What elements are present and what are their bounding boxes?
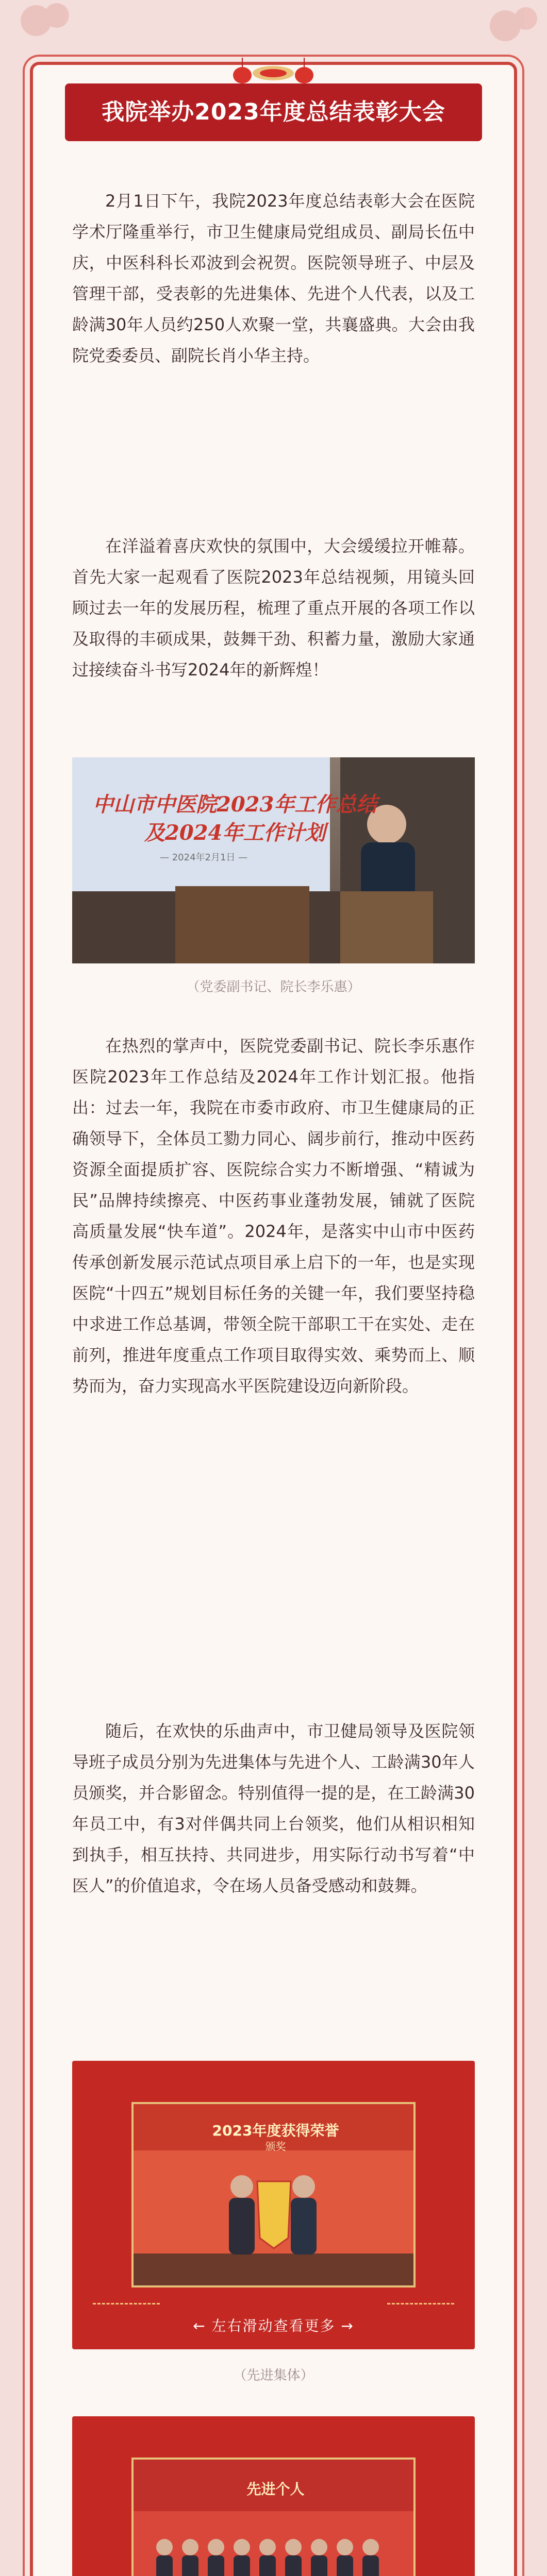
banner-text: 2023年度获得荣誉 <box>212 2122 339 2139</box>
banner-text: 先进个人 <box>246 2481 305 2498</box>
banner-sub: 颁奖 <box>265 2140 286 2153</box>
carousel-advanced-collective[interactable] <box>72 2061 475 2349</box>
divider-left <box>93 2303 160 2304</box>
screen-title-line2: 及2024年工作计划 <box>144 821 326 845</box>
carousel-caption: （先进集体） <box>233 2368 314 2383</box>
award-photo-image <box>134 2460 416 2576</box>
paragraph-intro: 2月1日下午，我院2023年度总结表彰大会在医院学术厅隆重举行，市卫生健康局党组成员、副局长伍中庆，中医科科长邓波到会祝贺。医院领导班子、中层及管理干部，受表彰的先进集体、先进个人代表，以及工龄满30年人员约250人欢聚一堂，共襄盛典。大会由我院党委委员、副院长肖小华主持。 <box>72 191 475 365</box>
photo-caption: （党委副书记、院长李乐惠） <box>186 979 361 995</box>
speech-photo <box>72 757 475 963</box>
screen-title-line1: 中山市中医院2023年工作总结 <box>93 792 377 817</box>
paragraph-opening: 在洋溢着喜庆欢快的氛围中，大会缓缓拉开帷幕。首先大家一起观看了医院2023年总结视频，用镜头回顾过去一年的发展历程，梳理了重点开展的各项工作以及取得的丰硕成果，鼓舞干劲、积蓄力量，激励大家通过接续奋斗书写2024年的新辉煌！ <box>72 536 475 680</box>
screen-date: — 2024年2月1日 — <box>160 852 248 863</box>
carousel-photo <box>131 2458 416 2576</box>
divider-right <box>387 2303 454 2304</box>
carousel-photo <box>131 2102 416 2287</box>
carousel-advanced-individuals[interactable] <box>72 2416 475 2576</box>
slide-hint: ← 左右滑动查看更多 → <box>193 2317 354 2334</box>
page-title: 我院举办2023年度总结表彰大会 <box>65 83 482 141</box>
paragraph-report: 在热烈的掌声中，医院党委副书记、院长李乐惠作医院2023年工作总结及2024年工作计划汇报。他指出：过去一年，我院在市委市政府、市卫生健康局的正确领导下，全体员工勠力同心、阔步前行，推动中医药资源全面提质扩容、医院综合实力不断增强、“精诚为民”品牌持续擦亮、中医药事业蓬勃发展，铺就了医院高质量发展“快车道”。2024年，是落实中山市中医药传承创新发展示范试点项目承上启下的一年，也是实现医院“十四五”规划目标任务的关键一年，我们要坚持稳中求进工作总基调，带领全院干部职工干在实处、走在前列，推进年度重点工作项目取得实效、乘势而上、顺势而为，奋力实现高水平医院建设迈向新阶段。 <box>72 1036 475 1396</box>
paragraph-award: 随后，在欢快的乐曲声中，市卫健局领导及医院领导班子成员分别为先进集体与先进个人、工龄满30年人员颁奖，并合影留念。特别值得一提的是，在工龄满30年员工中，有3对伴偶共同上台领奖，他们从相识相知到执手，相互扶持、共同进步，用实际行动书写着“中医人”的价值追求，令在场人员备受感动和鼓舞。 <box>72 1721 475 1895</box>
